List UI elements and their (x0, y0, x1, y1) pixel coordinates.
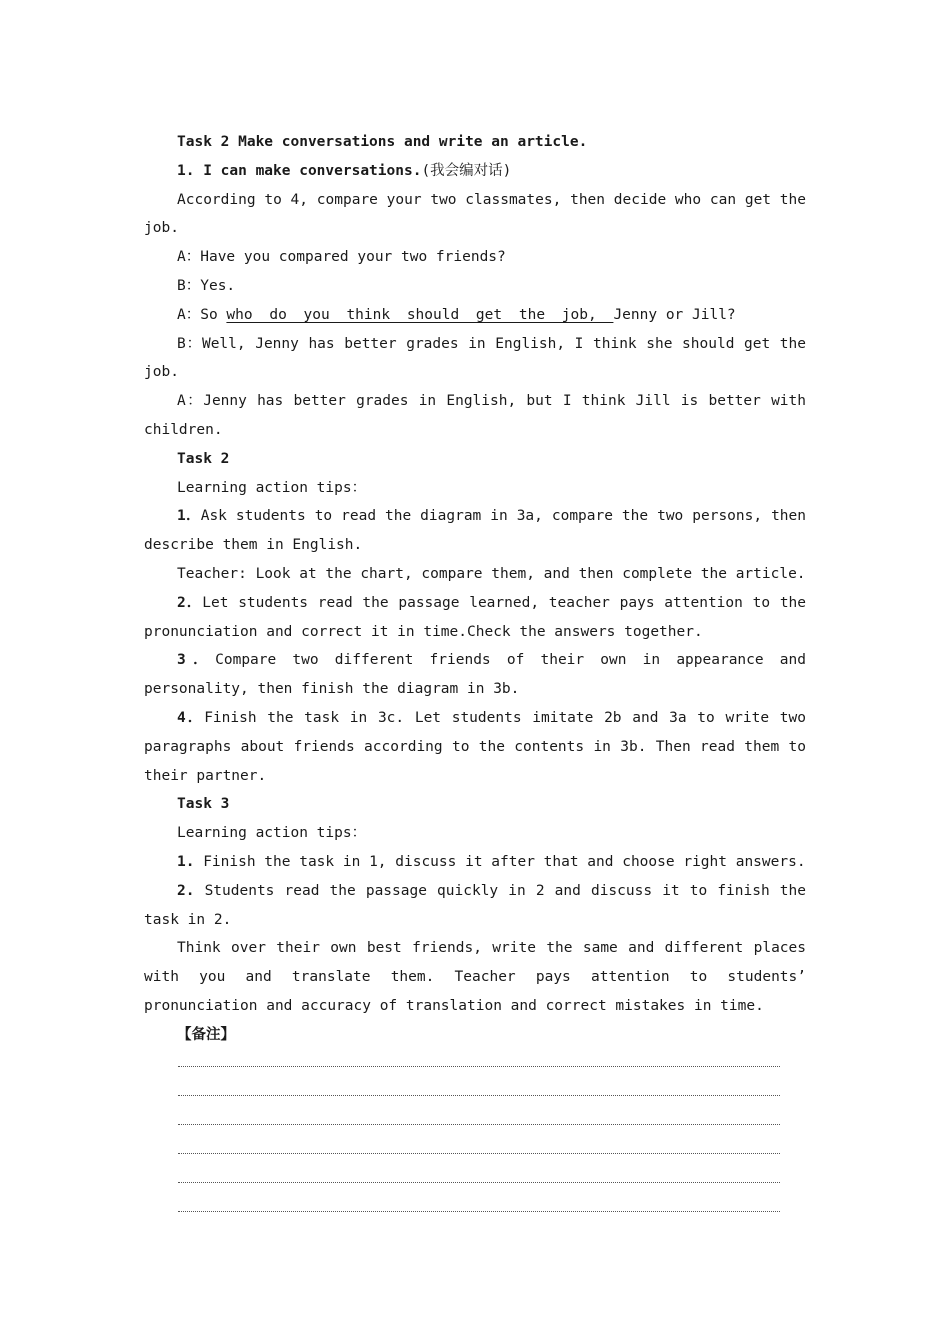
task3-tip2-num: 2. (177, 882, 195, 899)
item1-cn: (我会编对话) (421, 162, 512, 179)
task3-tip1-text: Finish the task in 1, discuss it after that and choose right answers. (194, 853, 806, 870)
task2-tip3 (144, 646, 806, 704)
task2-tip3-text: Compare two different friends of their own in appearance and personality, then finish the diagram in 3b. (144, 652, 806, 698)
task2-tip1-num: 1． (177, 508, 201, 525)
instruction: According to 4, compare your two classmates, then decide who can get the job. (144, 191, 806, 237)
task2-tip4-num: 4． (177, 709, 205, 726)
task3-tip1-num: 1. (177, 853, 195, 870)
notes-lines (178, 1066, 780, 1240)
task2-tip2 (144, 589, 806, 647)
item1-title-line (144, 157, 806, 186)
note-line (178, 1153, 780, 1154)
task2-tip1-text: Ask students to read the diagram in 3a, compare the two persons, then describe them in English. (144, 508, 806, 554)
notes-label: 【备注】 (177, 1026, 235, 1043)
document-body (144, 128, 806, 1050)
task3-paragraph: Think over their own best friends, write the same and different places with you and translate them. Teacher pays attention to students’ pronunciation and accuracy of translation and correct mistakes in time. (144, 940, 806, 1014)
note-line (178, 1124, 780, 1125)
note-line (178, 1182, 780, 1183)
task2-title: Task 2 (177, 450, 230, 467)
task3-title: Task 3 (177, 796, 230, 813)
task2-tip2-num: 2． (177, 594, 203, 611)
dialog-a2-pre: A：So (177, 306, 227, 323)
task2-tips-label: Learning action tips： (177, 479, 367, 496)
task3-tips-label: Learning action tips： (177, 825, 367, 842)
task2-tip3-num: 3． (177, 652, 216, 669)
dialog-a2-answer: who do you think should get the job, (226, 306, 614, 323)
task2-tip4-text: Finish the task in 3c. Let students imitate 2b and 3a to write two paragraphs about friends according to the contents in 3b. Then read them to their partner. (144, 709, 806, 784)
dialog-b1: B：Yes. (177, 277, 236, 294)
task2-tip2-text: Let students read the passage learned, teacher pays attention to the pronunciation and correct it in time.Check the answers together. (144, 594, 807, 640)
task2-heading: Task 2 Make conversations and write an article. (177, 134, 588, 150)
dialog-b2: B：Well, Jenny has better grades in English, I think she should get the job. (144, 335, 806, 381)
task2-tip1 (144, 502, 806, 560)
task3-tip1 (144, 848, 806, 877)
task3-tip2-text: Students read the passage quickly in 2 and discuss it to finish the task in 2. (144, 882, 806, 928)
note-line (178, 1066, 780, 1067)
dialog-a3: A：Jenny has better grades in English, but I think Jill is better with children. (144, 393, 806, 438)
dialog-a2-post: Jenny or Jill? (613, 306, 736, 323)
task2-teacher: Teacher: Look at the chart, compare them, and then complete the article. (177, 565, 806, 582)
dialog-a2 (144, 301, 806, 330)
item1-title: 1. I can make conversations. (177, 162, 422, 179)
task3-tip2 (144, 877, 806, 935)
note-line (178, 1211, 780, 1212)
dialog-a1: A：Have you compared your two friends? (177, 249, 506, 266)
task2-tip4 (144, 704, 806, 790)
note-line (178, 1095, 780, 1096)
